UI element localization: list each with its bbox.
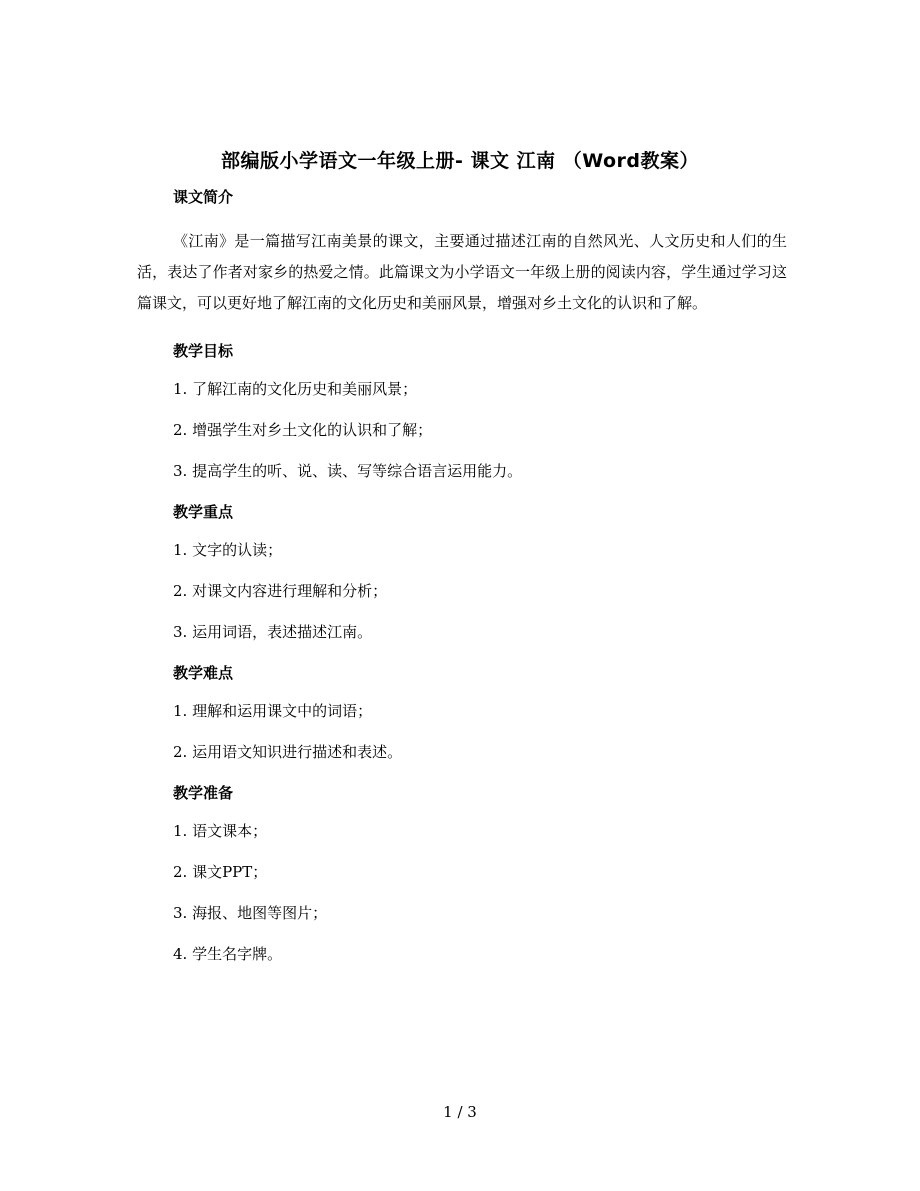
section-heading: 教学难点 [173,664,234,682]
section-key-points [137,500,787,661]
section-list [137,377,787,500]
document-title: 部编版小学语文一年级上册- 课文 江南 （Word教案） [220,150,700,172]
section-heading: 教学准备 [173,784,234,802]
section-heading: 教学重点 [173,503,234,521]
intro-paragraph: 《江南》是一篇描写江南美景的课文，主要通过描述江南的自然风光、人文历史和人们的生活，表达了作者对家乡的热爱之情。此篇课文为小学语文一年级上册的阅读内容，学生通过学习这篇课文，可以更好地了解江南的文化历史和美丽风景，增强对乡土文化的认识和了解。 [137,232,787,312]
section-list [137,819,787,983]
list-item: 1. 文字的认读； [173,541,283,559]
list-item: 3. 运用词语，表述描述江南。 [173,623,373,641]
list-item: 2. 运用语文知识进行描述和表述。 [173,743,403,761]
section-heading: 教学目标 [173,342,234,360]
list-item: 3. 提高学生的听、说、读、写等综合语言运用能力。 [173,462,523,480]
section-list [137,538,787,661]
intro-heading: 课文简介 [173,188,234,206]
list-item: 1. 了解江南的文化历史和美丽风景； [173,380,418,398]
page-number: 1 / 3 [443,1103,477,1121]
list-item: 1. 语文课本； [173,822,268,840]
section-list [137,699,787,781]
section-preparation [137,781,787,983]
list-item: 2. 课文PPT； [173,863,268,881]
list-item: 2. 增强学生对乡土文化的认识和了解； [173,421,433,439]
document-body [137,185,787,983]
list-item: 1. 理解和运用课文中的词语； [173,702,373,720]
section-difficulties [137,661,787,781]
list-item: 4. 学生名字牌。 [173,945,283,963]
section-objectives [137,339,787,500]
list-item: 3. 海报、地图等图片； [173,904,328,922]
list-item: 2. 对课文内容进行理解和分析； [173,582,388,600]
